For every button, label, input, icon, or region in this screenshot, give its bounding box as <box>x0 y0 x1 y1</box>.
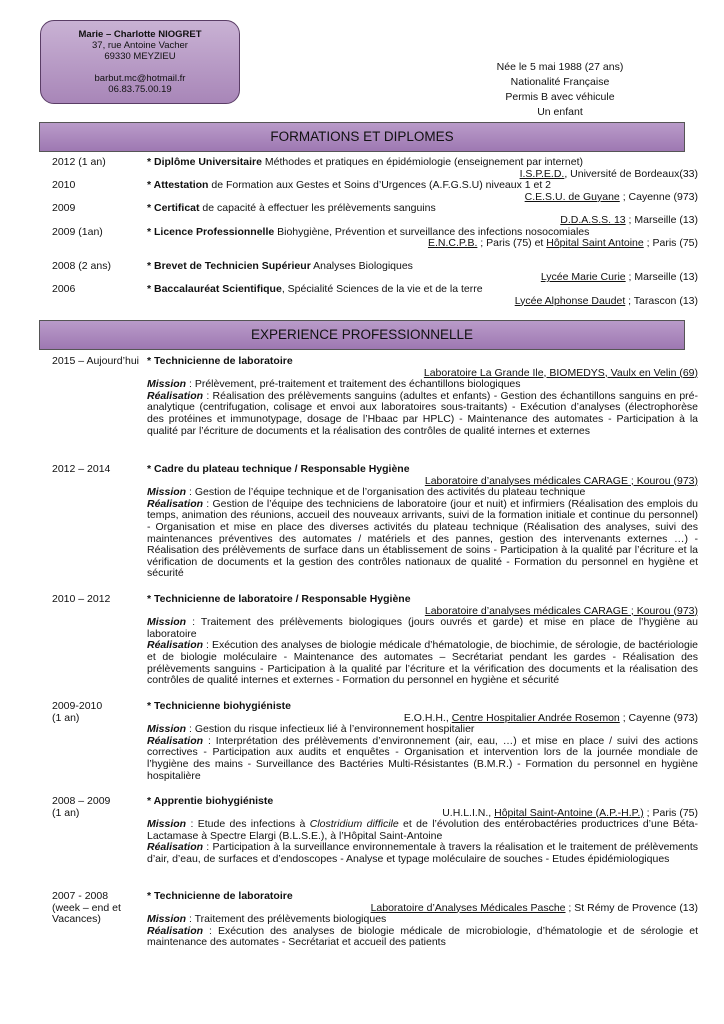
formation-date: 2009 <box>52 202 76 215</box>
formation-title: * Certificat <box>147 202 200 215</box>
formation-title: * Licence Professionnelle <box>147 225 275 238</box>
contact-box <box>40 20 240 104</box>
experience-date <box>52 701 146 724</box>
experience-place: ; Cayenne (973) <box>619 711 698 724</box>
formations-heading: FORMATIONS ET DIPLOMES <box>39 122 685 152</box>
experience-date: 2010 – 2012 <box>52 593 111 605</box>
experience-item <box>0 796 724 866</box>
realisation-text: : Exécution des analyses de biologie médicale d’hématologie, de biochimie, de sérologie, de bactériologie et de biologie moléculaire - Maintenance des automates – Secrétariat pendant les gardes - Réalisation des prélèvements sanguins - Participation à la qualité par l’écriture et la vérification des documents et la réalisation des contrôles de qualité internes et externes - Formation du personnel en hygiène et sécurité <box>147 639 698 687</box>
formation-title: * Attestation <box>147 179 209 192</box>
formation-item <box>0 157 724 180</box>
experience-place-link[interactable]: Hôpital Saint-Antoine (A.P.-H.P.) <box>494 806 644 819</box>
formation-place: ; Cayenne (973) <box>619 190 698 203</box>
mission-italic-text: Clostridium difficile <box>309 818 399 831</box>
experience-title: * Technicienne biohygiéniste <box>147 700 291 712</box>
experience-item <box>0 594 724 687</box>
personal-info <box>460 60 660 120</box>
birth-info: Née le 5 mai 1988 (27 ans) <box>496 61 624 73</box>
formation-date: 2012 (1 an) <box>52 156 106 168</box>
formation-place-link[interactable]: D.D.A.S.S. 13 <box>560 213 626 226</box>
formation-item <box>0 284 724 307</box>
mission-text: : Gestion du risque infectieux lié à l’environnement hospitalier <box>186 723 475 736</box>
formation-desc: de capacité à effectuer les prélèvements sanguins <box>199 202 436 215</box>
experience-place-link[interactable]: Laboratoire d’Analyses Médicales Pasche <box>370 901 566 914</box>
experience-place: ; St Rémy de Provence (13) <box>565 901 698 914</box>
formation-date: 2009 (1an) <box>52 225 103 238</box>
realisation-label: Réalisation <box>147 497 204 510</box>
formation-place-link[interactable]: I.S.P.E.D. <box>519 167 565 180</box>
experience-title: * Apprentie biohygiéniste <box>147 795 274 807</box>
experience-date <box>52 891 146 926</box>
experience-title: * Technicienne de laboratoire <box>147 890 293 902</box>
formations-list <box>0 157 724 307</box>
experience-item <box>0 701 724 782</box>
experience-heading: EXPERIENCE PROFESSIONNELLE <box>39 320 685 350</box>
formation-place-link[interactable]: Hôpital Saint Antoine <box>546 237 644 250</box>
realisation-text: : Interprétation des prélèvements d’environnement (air, eau, …) et mise en place / suivi des actions correctives - Participation aux audits et enquêtes - Organisation et intervention lors de la journée mondiale de l’hygiène des mains - Surveillance des Bactéries Multi-Résistantes (B.M.R.) - Formation du personnel en hygiène hospitalière <box>147 734 698 782</box>
formation-date: 2006 <box>52 282 76 295</box>
mission-label: Mission <box>147 913 187 926</box>
experience-date: 2012 – 2014 <box>52 463 111 475</box>
formation-place-link[interactable]: C.E.S.U. de Guyane <box>524 190 620 203</box>
nationality-info: Nationalité Française <box>510 76 610 88</box>
mission-label: Mission <box>147 616 187 629</box>
formation-date: 2008 (2 ans) <box>52 259 111 272</box>
experience-date-line: (1 an) <box>52 711 80 724</box>
realisation-label: Réalisation <box>147 389 204 402</box>
formation-title: * Baccalauréat Scientifique <box>147 282 282 295</box>
mission-text: et de l’évolution des entérobactéries productrices d’une Béta-Lactamase à Spectre Elargi (B.L.S.E.), à l’Hôpital Saint-Antoine <box>147 818 698 842</box>
realisation-label: Réalisation <box>147 841 204 854</box>
mission-text: : Traitement des prélèvements biologiques <box>186 913 387 926</box>
formation-desc: de Formation aux Gestes et Soins d’Urgences (A.F.G.S.U) niveaux 1 et 2 <box>208 179 552 192</box>
experience-item <box>0 891 724 949</box>
formation-desc: , Spécialité Sciences de la vie et de la terre <box>281 282 483 295</box>
experience-date: 2015 – Aujourd’hui <box>52 355 139 367</box>
experience-title: * Technicienne de laboratoire / Responsable Hygiène <box>147 593 411 605</box>
experience-date-line: (week – end et <box>52 901 121 914</box>
formation-place: ; Marseille (13) <box>625 213 698 226</box>
formation-place-link[interactable]: E.N.C.P.B. <box>427 237 478 250</box>
experience-date-line: Vacances) <box>52 913 101 926</box>
formation-date: 2010 <box>52 179 76 192</box>
formation-desc: Méthodes et pratiques en épidémiologie (enseignement par internet) <box>261 156 583 168</box>
mission-label: Mission <box>147 723 187 736</box>
realisation-text: : Exécution des analyses de biologie médicale de microbiologie, d’hématologie et de sérologie et maintenance des automates - Secrétariat et accueil des patients <box>147 924 698 949</box>
license-info: Permis B avec véhicule <box>505 91 615 103</box>
experience-date-line: 2008 – 2009 <box>52 795 111 807</box>
realisation-text: : Participation à la surveillance environnementale à travers la réalisation et le traitement de prélèvements d’air, d’eau, de surfaces et d’endoscopes - Analyse et typage moléculaire de souches - Etudes épidémiologiques <box>147 841 698 865</box>
experience-title: * Technicienne de laboratoire <box>147 355 293 367</box>
formation-desc: Analyses Biologiques <box>310 259 413 272</box>
formation-place-link[interactable]: Lycée Alphonse Daudet <box>514 294 626 307</box>
mission-text: : Gestion de l’équipe technique et de l’organisation des activités du plateau technique <box>186 486 586 499</box>
formation-place: ; Tarascon (13) <box>625 294 698 307</box>
formation-place: , Université de Bordeaux(33) <box>564 167 698 180</box>
experience-date-line: 2009-2010 <box>52 700 103 712</box>
experience-place-link[interactable]: Laboratoire d’analyses médicales CARAGE ; Kourou (973) <box>424 474 698 487</box>
family-info: Un enfant <box>537 106 583 118</box>
realisation-label: Réalisation <box>147 639 204 652</box>
experience-place-link[interactable]: Laboratoire d’analyses médicales CARAGE ; Kourou (973) <box>424 604 698 617</box>
formation-place: ; Paris (75) et <box>477 237 547 250</box>
formation-item <box>0 227 724 250</box>
contact-street: 37, rue Antoine Vacher <box>92 40 188 51</box>
formation-place: ; Marseille (13) <box>625 271 698 284</box>
experience-place: ; Paris (75) <box>643 806 698 819</box>
experience-place-link[interactable]: Laboratoire La Grande Ile, BIOMEDYS, Vaulx en Velin (69) <box>423 366 698 379</box>
mission-text: : Prélèvement, pré-traitement et traitement des échantillons biologiques <box>186 378 521 391</box>
formation-place: ; Paris (75) <box>643 237 698 250</box>
experience-date-line: (1 an) <box>52 806 80 819</box>
formation-title: * Brevet de Technicien Supérieur <box>147 259 311 272</box>
experience-place-link[interactable]: Centre Hospitalier Andrée Rosemon <box>451 711 620 724</box>
realisation-text: : Réalisation des prélèvements sanguins (adultes et enfants) - Gestion des échantillons sanguins en pré-analytique (centrifugation, colisage et envoi aux laboratoires sous-traitants) - Exécution d’analyses (électrophorèse des protéines et immunotypage, dosage de l’Hbaac par HPLC) - Maintenance des automates - Participation à la qualité par l’écriture de documents et la réalisation des contrôles de qualité internes et externes <box>147 389 698 437</box>
contact-name: Marie – Charlotte NIOGRET <box>78 29 202 40</box>
experience-date <box>52 796 146 819</box>
experience-item <box>0 464 724 580</box>
realisation-label: Réalisation <box>147 924 204 937</box>
mission-text: : Traitement des prélèvements biologiques (jours ouvrés et garde) et mise en place de l’hygiène au laboratoire <box>147 616 698 640</box>
formation-title: * Diplôme Universitaire <box>147 156 262 168</box>
formation-place-link[interactable]: Lycée Marie Curie <box>540 271 626 284</box>
experience-place: U.H.L.I.N., <box>442 806 495 819</box>
realisation-label: Réalisation <box>147 734 204 747</box>
formation-item <box>0 180 724 203</box>
mission-label: Mission <box>147 818 187 831</box>
experience-place: E.O.H.H., <box>403 711 452 724</box>
mission-label: Mission <box>147 486 187 499</box>
experience-date-line: 2007 - 2008 <box>52 890 109 902</box>
experience-item <box>0 356 724 437</box>
contact-phone: 06.83.75.00.19 <box>108 84 172 95</box>
experience-title: * Cadre du plateau technique / Responsable Hygiène <box>147 463 410 475</box>
formation-item <box>0 203 724 226</box>
contact-email[interactable]: barbut.mc@hotmail.fr <box>94 73 186 84</box>
contact-city: 69330 MEYZIEU <box>104 51 176 62</box>
formation-item <box>0 261 724 284</box>
mission-label: Mission <box>147 378 187 391</box>
mission-text: : Etude des infections à <box>186 818 310 831</box>
formation-desc: Biohygiène, Prévention et surveillance des infections nosocomiales <box>274 225 590 238</box>
realisation-text: : Gestion de l’équipe des techniciens de laboratoire (jour et nuit) et infirmiers (Réalisation des emplois du temps, animation des réunions, accueil des nouveaux arrivants, suivi de la formation initiale et continue du personnel) - Organisation et mise en place des diverses activités du plateau technique (Réalisation des analyses, suivi des maintenances préventives des automates / matériels et des pannes, gestion des intervenants externes …) - Réalisation des prélèvements de surface dans un établissement de soins - Participation à la qualité par l’écriture et la vérification de documents et la gestion des contrôles nationaux de qualité - Formation du personnel en hygiène et sécurité <box>147 497 698 580</box>
